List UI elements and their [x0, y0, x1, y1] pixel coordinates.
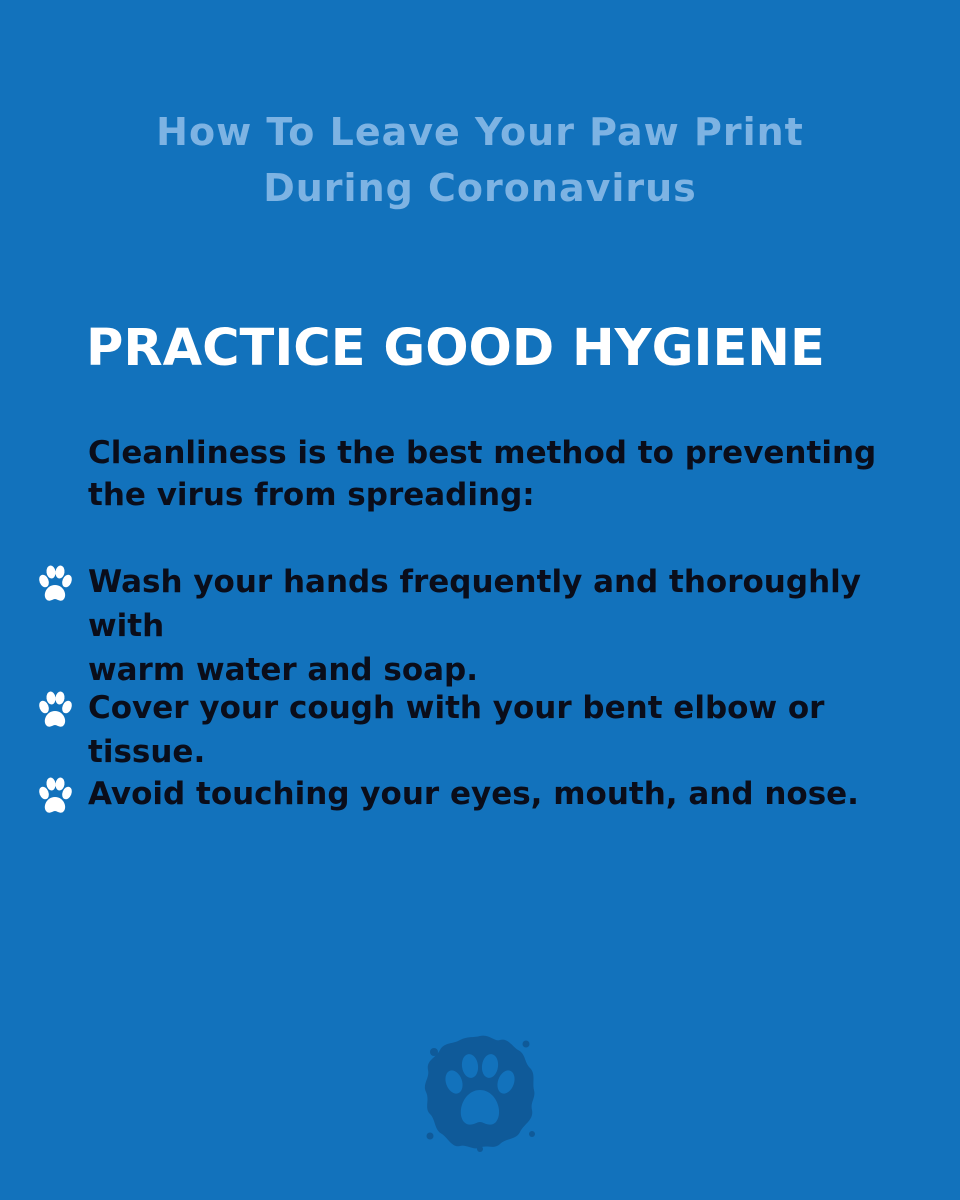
- kicker-line-1: How To Leave Your Paw Print: [156, 110, 804, 154]
- paw-print-icon: [36, 690, 74, 730]
- paw-print-icon: [36, 564, 74, 604]
- list-item-text: Wash your hands frequently and thoroughly with warm water and soap.: [88, 564, 861, 688]
- paw-print-icon: [36, 776, 74, 816]
- list-item: [36, 560, 936, 692]
- page-kicker: [0, 104, 960, 216]
- page-title: PRACTICE GOOD HYGIENE: [86, 319, 825, 378]
- kicker-line-2: During Coronavirus: [263, 166, 697, 210]
- paw-splash-logo-icon: [420, 1030, 540, 1152]
- intro-text: Cleanliness is the best method to preventing the virus from spreading:: [88, 435, 877, 513]
- list-item: [36, 686, 936, 774]
- list-item-text: Avoid touching your eyes, mouth, and nose.: [88, 776, 859, 812]
- list-item-text: Cover your cough with your bent elbow or tissue.: [88, 690, 825, 770]
- list-item: [36, 772, 936, 816]
